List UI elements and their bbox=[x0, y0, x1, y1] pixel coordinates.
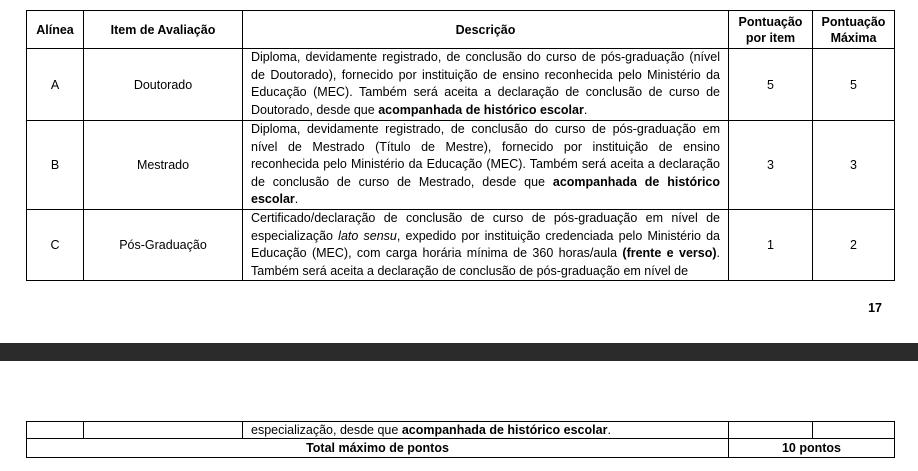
row-pontuacao-maxima: 2 bbox=[813, 210, 895, 281]
total-row bbox=[27, 439, 895, 458]
evaluation-table-continuation bbox=[26, 421, 895, 458]
row-description bbox=[243, 121, 729, 210]
row-pontuacao-item: 1 bbox=[729, 210, 813, 281]
row-description bbox=[243, 49, 729, 121]
header-item: Item de Avaliação bbox=[84, 11, 243, 49]
table-row bbox=[27, 210, 895, 281]
desc-bold-text: acompanhada de histórico escolar bbox=[378, 102, 584, 117]
row-pontuacao-maxima: 3 bbox=[813, 121, 895, 210]
row-alinea: C bbox=[27, 210, 84, 281]
row-item: Doutorado bbox=[84, 49, 243, 121]
empty-cell bbox=[813, 422, 895, 439]
desc-bold-text: (frente e verso) bbox=[622, 246, 717, 260]
evaluation-table bbox=[26, 10, 895, 281]
desc-bold-text: acompanhada de histórico escolar bbox=[401, 422, 608, 437]
row-pontuacao-item: 3 bbox=[729, 121, 813, 210]
page-number: 17 bbox=[868, 301, 882, 315]
desc-bold-text: acompanhada de histórico escolar bbox=[251, 174, 720, 206]
table-row bbox=[27, 49, 895, 121]
desc-text: . Também será aceita a declaração de conclusão de pós-graduação em nível de bbox=[251, 246, 720, 278]
desc-text: Diploma, devidamente registrado, de conclusão do curso de pós-graduação em nível de Mestrado (Título de Mestre), fornecido por instituição de ensino reconhecida pelo Ministério da Educação (MEC). Também será aceita a declaração de conclusão de curso de Mestrado, desde que bbox=[251, 122, 720, 189]
table-row bbox=[27, 121, 895, 210]
header-pontuacao-maxima-line1: Pontuação bbox=[821, 14, 886, 29]
header-alinea: Alínea bbox=[27, 11, 84, 49]
total-value: 10 pontos bbox=[729, 439, 895, 458]
empty-cell bbox=[27, 422, 84, 439]
row-alinea: A bbox=[27, 49, 84, 121]
desc-end: . bbox=[583, 102, 588, 117]
row-item: Pós-Graduação bbox=[84, 210, 243, 281]
desc-end: . bbox=[294, 192, 299, 206]
row-pontuacao-item: 5 bbox=[729, 49, 813, 121]
desc-text: Certificado/declaração de conclusão de curso de pós-graduação em nível de especialização bbox=[251, 211, 720, 243]
header-pontuacao-maxima bbox=[813, 11, 895, 49]
table-header-row bbox=[27, 11, 895, 49]
header-pontuacao-item bbox=[729, 11, 813, 49]
desc-text: , expedido por instituição credenciada pelo Ministério da Educação (MEC), com carga horária mínima de 360 horas/aula bbox=[251, 228, 720, 260]
header-pontuacao-item-line2: por item bbox=[745, 30, 796, 45]
header-pontuacao-item-line1: Pontuação bbox=[738, 14, 803, 29]
desc-italic-text: lato sensu bbox=[338, 228, 397, 243]
empty-cell bbox=[729, 422, 813, 439]
table-row bbox=[27, 422, 895, 439]
total-label: Total máximo de pontos bbox=[27, 439, 729, 458]
row-description bbox=[243, 210, 729, 281]
header-pontuacao-maxima-line2: Máxima bbox=[830, 30, 877, 45]
row-description bbox=[243, 422, 729, 439]
page-break-divider bbox=[0, 343, 918, 361]
empty-cell bbox=[84, 422, 243, 439]
desc-text: Diploma, devidamente registrado, de conclusão do curso de pós-graduação (nível de Doutorado), fornecido por instituição de ensino reconhecida pelo Ministério da Educação (MEC). Também será aceita a declaração de conclusão de curso de Doutorado, desde que bbox=[251, 50, 720, 117]
desc-text: especialização, desde que bbox=[251, 422, 402, 437]
desc-end: . bbox=[607, 422, 611, 437]
row-pontuacao-maxima: 5 bbox=[813, 49, 895, 121]
header-descricao: Descrição bbox=[243, 11, 729, 49]
row-item: Mestrado bbox=[84, 121, 243, 210]
row-alinea: B bbox=[27, 121, 84, 210]
